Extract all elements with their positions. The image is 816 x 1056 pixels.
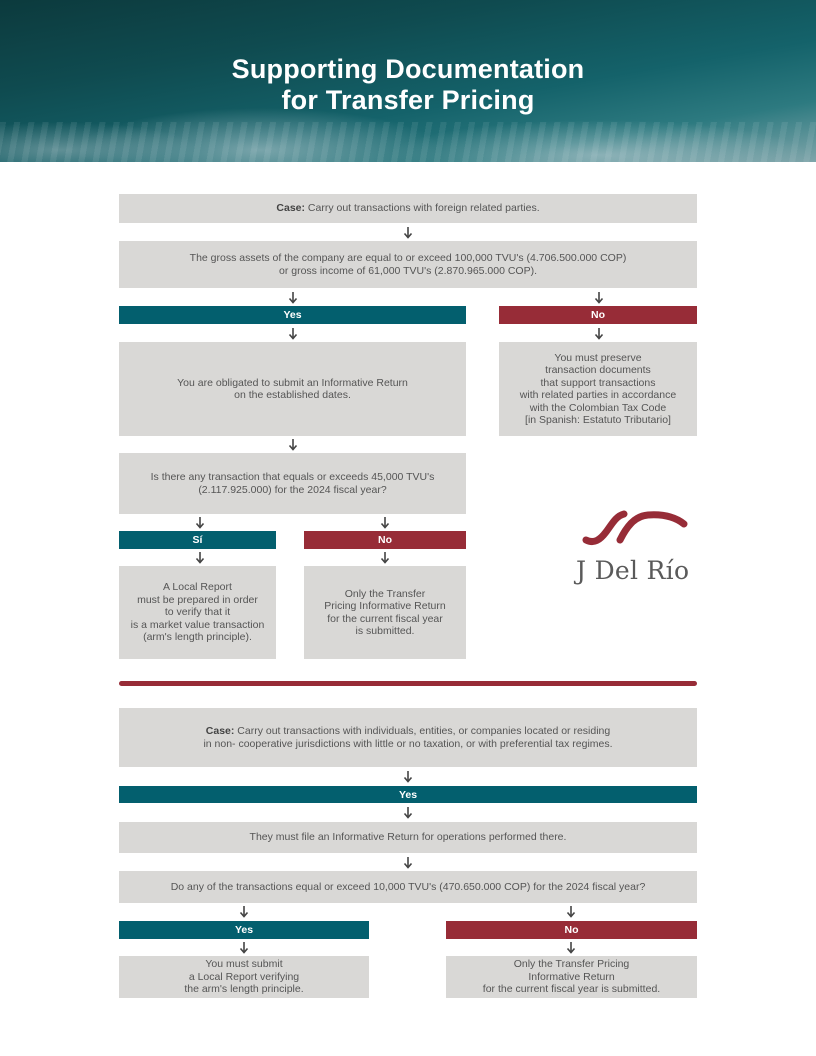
case2-no2-result-box: Only the Transfer Pricing Informative Return for the current fiscal year is submitted. (446, 956, 697, 998)
page-title (0, 54, 816, 116)
case2-question-box: Do any of the transactions equal or exceed 10,000 TVU's (470.650.000 COP) for the 2024 fiscal year? (119, 871, 697, 903)
arrow-down-icon (403, 857, 413, 869)
arrow-down-icon (288, 439, 298, 451)
condition-box: The gross assets of the company are equal to or exceed 100,000 TVU's (4.706.500.000 COP) or gross income of 61,000 TVU's (2.870.965.000 COP). (119, 241, 697, 288)
case2-yes-result-box: They must file an Informative Return for operations performed there. (119, 822, 697, 853)
arrow-down-icon (380, 517, 390, 529)
no2-label-bar: No (304, 531, 466, 549)
arrow-down-icon (288, 292, 298, 304)
arrow-down-icon (566, 906, 576, 918)
case2-yes2-label-bar: Yes (119, 921, 369, 939)
case2-text: Carry out transactions with individuals, entities, or companies located or residing in non- cooperative jurisdictions with little or no taxation, or with preferential tax regimes. (203, 725, 613, 750)
arrow-down-icon (195, 552, 205, 564)
header-banner-ocean-image (0, 0, 816, 162)
logo-mark-icon (576, 510, 700, 550)
arrow-down-icon (195, 517, 205, 529)
yes-label-bar: Yes (119, 306, 466, 324)
page-title-line2: for Transfer Pricing (281, 85, 535, 115)
case1-text: Carry out transactions with foreign related parties. (305, 202, 540, 215)
arrow-down-icon (239, 942, 249, 954)
no-result-box: You must preserve transaction documents that support transactions with related parties in accordance with the Colombian Tax Code [in Spanish: Estatuto Tributario] (499, 342, 697, 436)
no2-result-box: Only the Transfer Pricing Informative Return for the current fiscal year is submitted. (304, 566, 466, 659)
arrow-down-icon (239, 906, 249, 918)
arrow-down-icon (403, 807, 413, 819)
case1-box (119, 194, 697, 223)
case2-yes2-result-box: You must submit a Local Report verifying the arm's length principle. (119, 956, 369, 998)
case2-box (119, 708, 697, 767)
logo-brand-name: J Del Río (576, 556, 690, 585)
arrow-down-icon (288, 328, 298, 340)
arrow-down-icon (380, 552, 390, 564)
si-result-box: A Local Report must be prepared in order to verify that it is a market value transaction (arm's length principle). (119, 566, 276, 659)
si-label-bar: Sí (119, 531, 276, 549)
company-logo (576, 510, 700, 590)
case2-no2-label-bar: No (446, 921, 697, 939)
wave-foam-decoration (0, 122, 816, 162)
case2-label: Case: (205, 725, 235, 737)
page-title-line1: Supporting Documentation (231, 54, 585, 84)
section-divider (119, 681, 697, 686)
yes-result-box: You are obligated to submit an Informative Return on the established dates. (119, 342, 466, 436)
no-label-bar: No (499, 306, 697, 324)
case2-yes-label-bar: Yes (119, 786, 697, 803)
arrow-down-icon (594, 292, 604, 304)
arrow-down-icon (403, 771, 413, 783)
question-box: Is there any transaction that equals or exceeds 45,000 TVU's (2.117.925.000) for the 2024 fiscal year? (119, 453, 466, 514)
arrow-down-icon (566, 942, 576, 954)
arrow-down-icon (403, 227, 413, 239)
case1-label: Case: (276, 202, 305, 215)
arrow-down-icon (594, 328, 604, 340)
